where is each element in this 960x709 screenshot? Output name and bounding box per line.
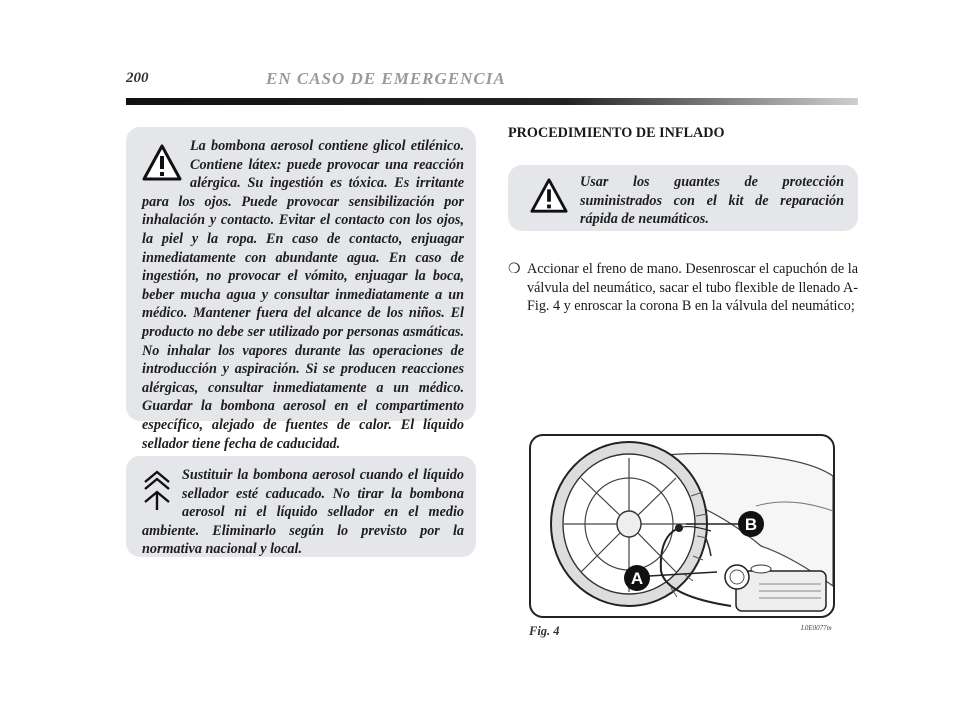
warning-text-gloves: Usar los guantes de protección suministrados con el kit de reparación rápida de neumáticos. <box>580 174 844 228</box>
environment-text: Sustituir la bombona aerosol cuando el líquido sellador esté caducado. No tirar la bombona aerosol ni el líquido sellador en el medio ambiente. Eliminarlo según lo previsto por la normativa nacional y local. <box>142 467 464 558</box>
warning-box-chemical <box>126 127 476 452</box>
label-b: B <box>744 515 758 534</box>
warning-triangle-icon <box>530 177 568 215</box>
environment-box <box>126 456 476 557</box>
figure-caption: Fig. 4 <box>529 624 560 638</box>
warning-box-gloves <box>508 165 858 231</box>
warning-text-chemical: La bombona aerosol contiene glicol etilénico. Contiene látex: puede provocar una reacción alérgica. Su ingestión es tóxica. Es irritante para los ojos. Puede provocar sensibilización por inhalación y contacto. Evitar el contacto con los ojos, la piel y la ropa. En caso de contacto, enjuagar inmediatamente con abundante agua. En caso de ingestión, no provocar el vómito, enjuagar la boca, beber mucha agua y consultar inmediatamente a un médico. Mantener fuera del alcance de los niños. El producto no debe ser utilizado por personas asmáticas. No inhalar los vapores durante las operaciones de introducción y aspiración. Si se producen reacciones alérgicas, consultar inmediatamente a un médico. Guardar la bombona aerosol en el compartimento específico, alejado de fuentes de calor. El líquido sellador tiene fecha de caducidad. <box>142 138 464 452</box>
procedure-heading: PROCEDIMIENTO DE INFLADO <box>508 125 725 141</box>
figure-tire-compressor <box>529 434 835 618</box>
procedure-step <box>508 260 858 316</box>
page-number: 200 <box>126 70 149 86</box>
section-title: EN CASO DE EMERGENCIA <box>266 69 506 88</box>
figure-code: L0E0077m <box>801 624 832 632</box>
header-rule <box>126 98 858 105</box>
label-a: A <box>630 569 644 588</box>
step-text: Accionar el freno de mano. Desenroscar el capuchón de la válvula del neumático, sacar el tubo flexible de llenado A-Fig. 4 y enroscar la corona B en la válvula del neumático; <box>527 261 858 315</box>
warning-triangle-icon <box>142 143 182 183</box>
tire-compressor-illustration <box>531 436 833 616</box>
step-bullet: ❍ <box>508 261 521 277</box>
recycle-arrows-icon <box>142 468 172 512</box>
